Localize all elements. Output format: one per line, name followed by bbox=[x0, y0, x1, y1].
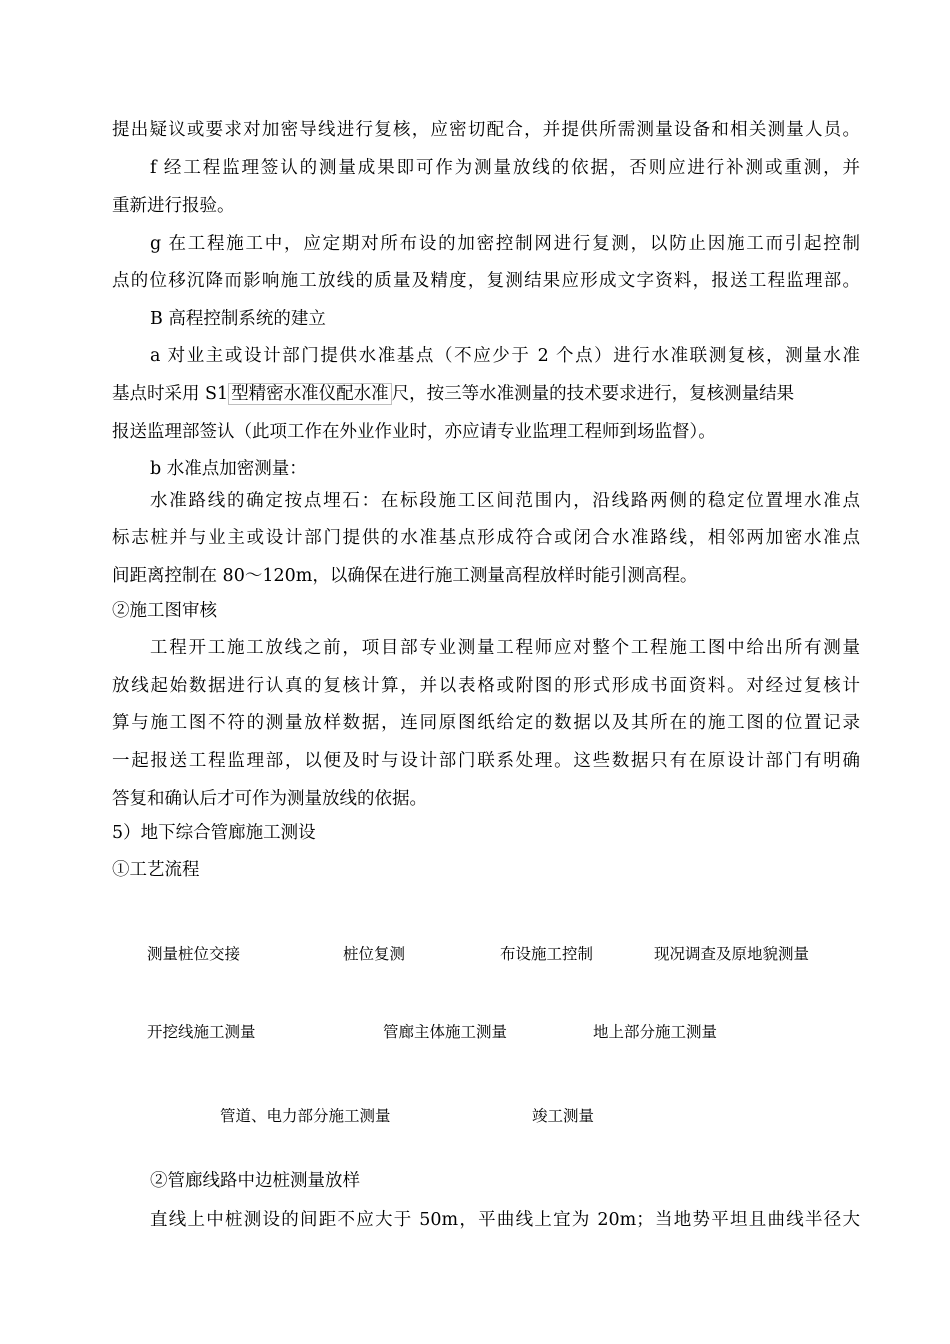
paragraph-line: 间距离控制在 80～120m，以确保在进行施工测量高程放样时能引测高程。 bbox=[112, 566, 698, 586]
flow-step: 竣工测量 bbox=[532, 1107, 595, 1125]
flow-step: 管廊主体施工测量 bbox=[383, 1023, 508, 1041]
flow-step: 地上部分施工测量 bbox=[593, 1023, 718, 1041]
paragraph-line: 算与施工图不符的测量放样数据，连同原图纸给定的数据以及其所在的施工图的位置记录 bbox=[112, 713, 860, 733]
section-heading: B 高程控制系统的建立 bbox=[150, 309, 326, 329]
paragraph-line: 放线起始数据进行认真的复核计算，并以表格或附图的形式形成书面资料。对经过复核计 bbox=[112, 676, 860, 696]
flow-step: 开挖线施工测量 bbox=[147, 1023, 256, 1041]
flow-step: 桩位复测 bbox=[343, 945, 406, 963]
paragraph-line bbox=[112, 383, 860, 405]
paragraph-line: a 对业主或设计部门提供水准基点（不应少于 2 个点）进行水准联测复核，测量水准 bbox=[150, 346, 860, 366]
paragraph-line: 工程开工施工放线之前，项目部专业测量工程师应对整个工程施工图中给出所有测量 bbox=[150, 638, 860, 658]
paragraph-line: 报送监理部签认（此项工作在外业作业时，亦应请专业监理工程师到场监督）。 bbox=[112, 422, 716, 442]
section-heading: ②施工图审核 bbox=[112, 601, 217, 621]
flow-step: 测量桩位交接 bbox=[147, 945, 241, 963]
section-heading: b 水准点加密测量： bbox=[150, 459, 307, 479]
boxed-text: 型精密水准仪配水准 bbox=[228, 383, 392, 405]
line-segment: 基点时采用 S1 bbox=[112, 384, 229, 404]
paragraph-line: f 经工程监理签认的测量成果即可作为测量放线的依据，否则应进行补测或重测，并 bbox=[150, 158, 860, 178]
paragraph-line: 一起报送工程监理部，以便及时与设计部门联系处理。这些数据只有在原设计部门有明确 bbox=[112, 751, 860, 771]
paragraph-line: 重新进行报验。 bbox=[112, 196, 235, 216]
paragraph-line: 直线上中桩测设的间距不应大于 50m，平曲线上宜为 20m；当地势平坦且曲线半径大 bbox=[150, 1210, 860, 1230]
flow-step: 布设施工控制 bbox=[500, 945, 594, 963]
paragraph-line: 标志桩并与业主或设计部门提供的水准基点形成符合或闭合水准路线，相邻两加密水准点 bbox=[112, 528, 860, 548]
paragraph-line: g 在工程施工中，应定期对所布设的加密控制网进行复测，以防止因施工而引起控制 bbox=[150, 234, 860, 254]
flow-step: 现况调查及原地貌测量 bbox=[654, 945, 810, 963]
section-heading: ①工艺流程 bbox=[112, 860, 200, 880]
flow-step: 管道、电力部分施工测量 bbox=[220, 1107, 391, 1125]
section-heading: 5）地下综合管廊施工测设 bbox=[112, 823, 316, 843]
line-segment: 尺，按三等水准测量的技术要求进行，复核测量结果 bbox=[391, 384, 795, 404]
paragraph-line: 答复和确认后才可作为测量放线的依据。 bbox=[112, 789, 427, 809]
paragraph-line: 水准路线的确定按点埋石：在标段施工区间范围内，沿线路两侧的稳定位置埋水准点 bbox=[150, 491, 860, 511]
section-heading: ②管廊线路中边桩测量放样 bbox=[150, 1171, 360, 1191]
paragraph-line: 点的位移沉降而影响施工放线的质量及精度，复测结果应形成文字资料，报送工程监理部。 bbox=[112, 271, 860, 291]
paragraph-line: 提出疑议或要求对加密导线进行复核，应密切配合，并提供所需测量设备和相关测量人员。 bbox=[112, 120, 860, 140]
